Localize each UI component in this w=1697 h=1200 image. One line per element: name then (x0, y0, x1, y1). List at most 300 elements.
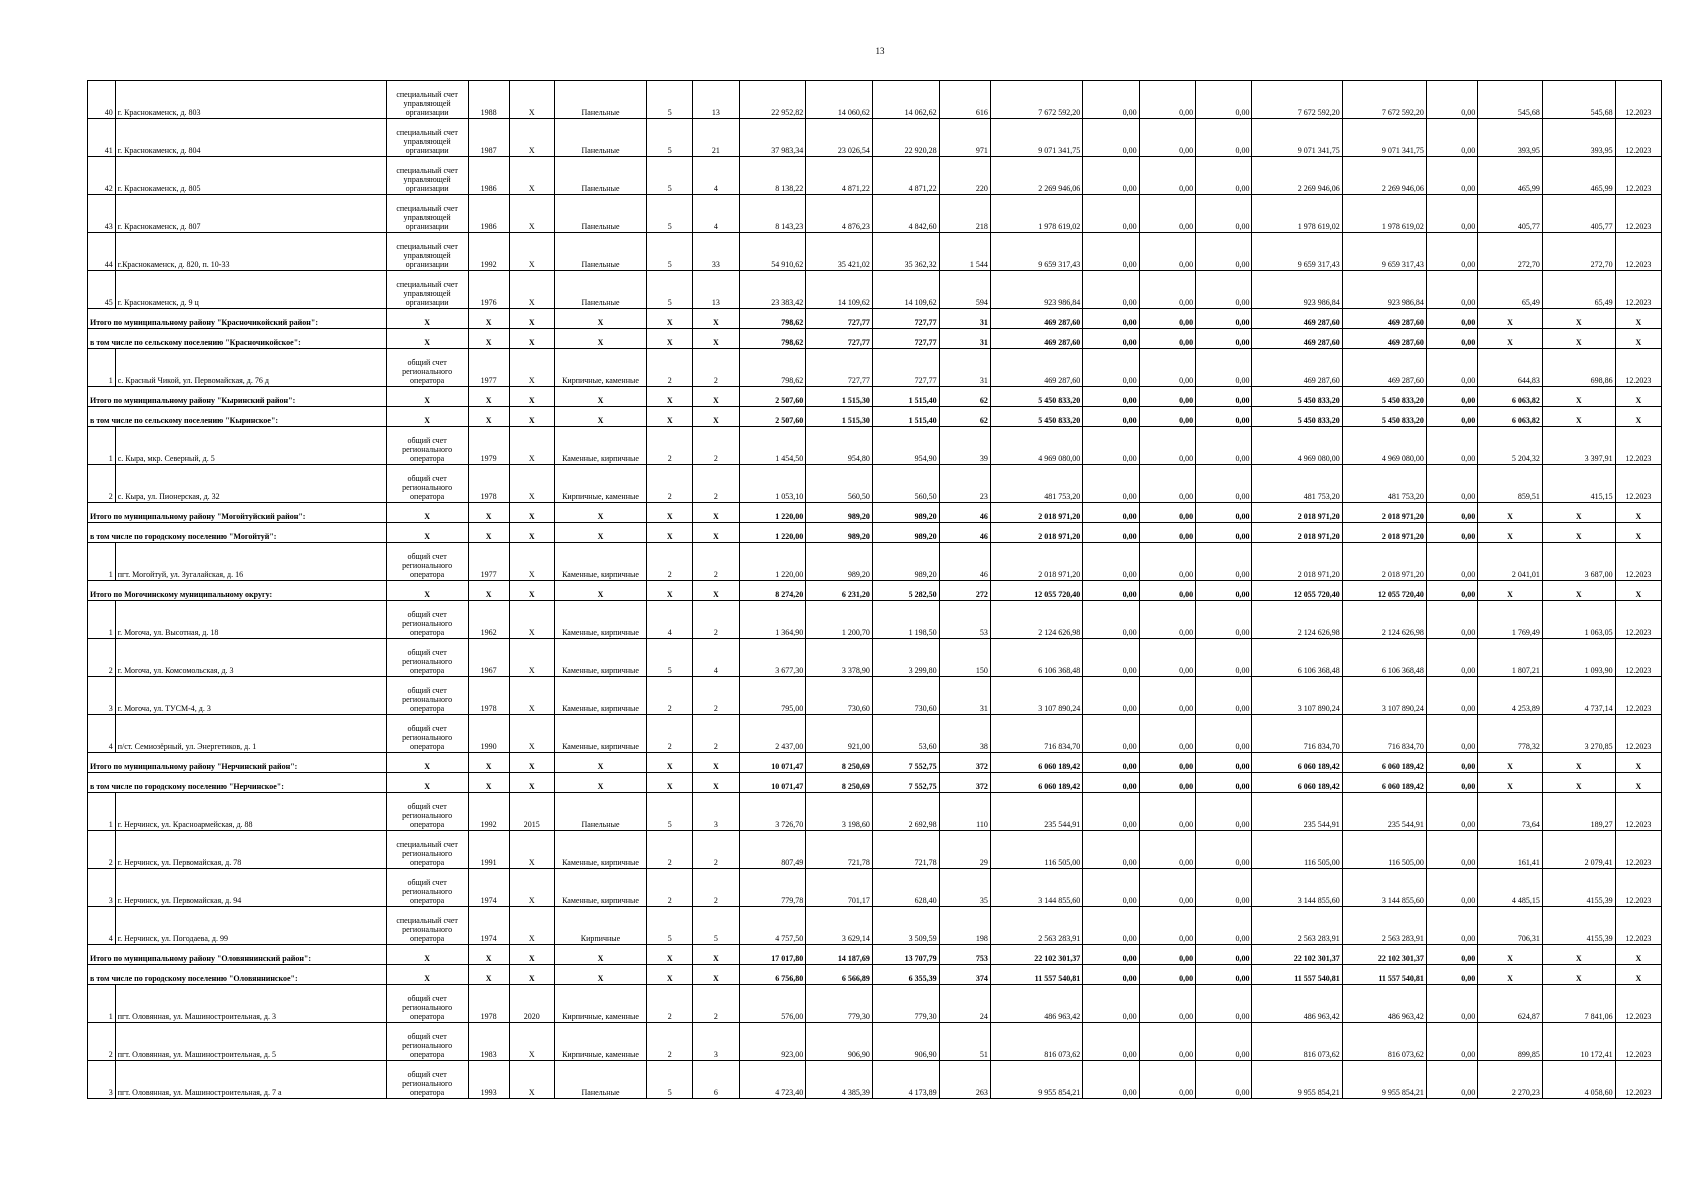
table-cell: 198 (939, 907, 990, 945)
table-cell: 727,77 (806, 349, 873, 387)
table-cell: 3 726,70 (739, 793, 806, 831)
table-cell: 11 557 540,81 (990, 965, 1082, 985)
table-cell: 1 198,50 (872, 601, 939, 639)
table-cell: пгт. Оловянная, ул. Машиностроительная, д. 5 (115, 1023, 386, 1061)
table-cell: 218 (939, 195, 990, 233)
table-cell: X (1615, 753, 1661, 773)
table-cell: 753 (939, 945, 990, 965)
table-cell: 0,00 (1196, 329, 1252, 349)
table-cell: 9 659 317,43 (1252, 233, 1342, 271)
table-cell: 0,00 (1139, 523, 1195, 543)
table-cell: 2 269 946,06 (1342, 157, 1426, 195)
table-cell: 469 287,60 (1342, 349, 1426, 387)
table-cell: 14 187,69 (806, 945, 873, 965)
table-cell: 12.2023 (1615, 907, 1661, 945)
table-cell: 0,00 (1196, 869, 1252, 907)
table-cell: 0,00 (1196, 309, 1252, 329)
table-cell: г. Могоча, ул. Комсомольская, д. 3 (115, 639, 386, 677)
table-cell: 0,00 (1139, 831, 1195, 869)
table-cell: 1983 (468, 1023, 509, 1061)
table-cell: 53,60 (872, 715, 939, 753)
table-cell: 0,00 (1083, 309, 1139, 329)
table-cell: 465,99 (1542, 157, 1615, 195)
table-cell: общий счет регионального оператора (386, 465, 468, 503)
table-cell: 4 485,15 (1478, 869, 1543, 907)
table-cell: 0,00 (1139, 427, 1195, 465)
table-cell: 46 (939, 523, 990, 543)
table-cell: 4 253,89 (1478, 677, 1543, 715)
table-cell: 0,00 (1139, 793, 1195, 831)
table-cell: 0,00 (1083, 945, 1139, 965)
table-cell: 0,00 (1083, 639, 1139, 677)
table-cell: 65,49 (1542, 271, 1615, 309)
table-cell: X (509, 427, 554, 465)
table-cell: 2 (88, 639, 116, 677)
table-cell: г. Нерчинск, ул. Первомайская, д. 78 (115, 831, 386, 869)
table-cell: г. Краснокаменск, д. 803 (115, 81, 386, 119)
table-cell: 6 063,82 (1478, 407, 1543, 427)
table-cell: 0,00 (1426, 869, 1477, 907)
table-cell: X (509, 309, 554, 329)
table-cell: 22 102 301,37 (1342, 945, 1426, 965)
table-cell: 7 552,75 (872, 773, 939, 793)
table-row (88, 233, 1662, 271)
table-cell: X (386, 407, 468, 427)
table-cell: 372 (939, 773, 990, 793)
table-cell: 2015 (509, 793, 554, 831)
table-cell: 9 955 854,21 (1342, 1061, 1426, 1099)
table-row (88, 1023, 1662, 1061)
table-cell: X (693, 523, 739, 543)
table-cell: 0,00 (1139, 349, 1195, 387)
table-cell: X (554, 581, 646, 601)
summary-row (88, 965, 1662, 985)
table-cell: 0,00 (1139, 715, 1195, 753)
table-cell: 0,00 (1083, 869, 1139, 907)
summary-row (88, 773, 1662, 793)
table-cell: 1 978 619,02 (1342, 195, 1426, 233)
table-cell: 0,00 (1139, 195, 1195, 233)
table-cell: 35 (939, 869, 990, 907)
table-cell: 0,00 (1139, 81, 1195, 119)
table-cell: 9 071 341,75 (1252, 119, 1342, 157)
table-cell: специальный счет управляющей организации (386, 81, 468, 119)
table-cell: 2 (88, 465, 116, 503)
table-cell: специальный счет управляющей организации (386, 157, 468, 195)
table-cell: 469 287,60 (990, 309, 1082, 329)
table-cell: 594 (939, 271, 990, 309)
table-cell: 12.2023 (1615, 157, 1661, 195)
table-cell: 31 (939, 309, 990, 329)
table-cell: 989,20 (872, 523, 939, 543)
table-cell: общий счет регионального оператора (386, 677, 468, 715)
table-cell: X (509, 581, 554, 601)
table-cell: 906,90 (806, 1023, 873, 1061)
table-cell: 2 124 626,98 (990, 601, 1082, 639)
table-cell: X (386, 523, 468, 543)
table-cell: X (509, 869, 554, 907)
table-cell: X (1542, 945, 1615, 965)
table-cell: 1 364,90 (739, 601, 806, 639)
table-cell: X (1478, 523, 1543, 543)
table-cell: г. Могоча, ул. Высотная, д. 18 (115, 601, 386, 639)
table-cell: 2 (693, 869, 739, 907)
table-cell: 0,00 (1083, 715, 1139, 753)
table-cell: X (647, 773, 693, 793)
table-cell: 560,50 (872, 465, 939, 503)
table-cell: X (1615, 503, 1661, 523)
summary-label: Итого по Могочинскому муниципальному округу: (88, 581, 387, 601)
table-cell: 9 955 854,21 (990, 1061, 1082, 1099)
table-cell: 0,00 (1196, 907, 1252, 945)
table-cell: 0,00 (1196, 715, 1252, 753)
table-cell: Кирпичные, каменные (554, 1023, 646, 1061)
table-cell: 73,64 (1478, 793, 1543, 831)
table-cell: 0,00 (1139, 907, 1195, 945)
table-cell: 3 144 855,60 (1342, 869, 1426, 907)
table-cell: 0,00 (1426, 907, 1477, 945)
table-cell: 0,00 (1083, 157, 1139, 195)
table-cell: X (1478, 329, 1543, 349)
table-cell: 0,00 (1083, 907, 1139, 945)
table-cell: X (554, 407, 646, 427)
table-cell: 486 963,42 (990, 985, 1082, 1023)
table-cell: общий счет регионального оператора (386, 715, 468, 753)
table-cell: 6 566,89 (806, 965, 873, 985)
table-cell: 6 756,80 (739, 965, 806, 985)
table-cell: 469 287,60 (1342, 329, 1426, 349)
table-cell: 5 450 833,20 (990, 387, 1082, 407)
table-cell: 2 563 283,91 (990, 907, 1082, 945)
table-row (88, 349, 1662, 387)
table-cell: 44 (88, 233, 116, 271)
table-cell: 12 055 720,40 (990, 581, 1082, 601)
summary-label: Итого по муниципальному району "Нерчинский район": (88, 753, 387, 773)
table-cell: 6 060 189,42 (1342, 753, 1426, 773)
table-cell: 0,00 (1426, 233, 1477, 271)
table-cell: X (1478, 309, 1543, 329)
table-cell: 235 544,91 (990, 793, 1082, 831)
table-cell: общий счет регионального оператора (386, 427, 468, 465)
table-cell: X (1542, 503, 1615, 523)
table-cell: 8 138,22 (739, 157, 806, 195)
table-cell: 1978 (468, 465, 509, 503)
table-cell: 12.2023 (1615, 869, 1661, 907)
table-cell: X (1478, 503, 1543, 523)
table-cell: 37 983,34 (739, 119, 806, 157)
housing-repair-table (87, 80, 1662, 1099)
table-cell: X (509, 945, 554, 965)
table-cell: 989,20 (806, 543, 873, 581)
table-cell: X (468, 309, 509, 329)
table-cell: 4 (88, 715, 116, 753)
table-cell: с. Красный Чикой, ул. Первомайская, д. 76 д (115, 349, 386, 387)
table-cell: 0,00 (1196, 81, 1252, 119)
table-cell: 0,00 (1196, 581, 1252, 601)
table-cell: 23 026,54 (806, 119, 873, 157)
table-cell: 0,00 (1083, 965, 1139, 985)
table-cell: 0,00 (1196, 753, 1252, 773)
table-cell: 0,00 (1139, 1023, 1195, 1061)
table-cell: 29 (939, 831, 990, 869)
table-cell: 0,00 (1196, 349, 1252, 387)
table-cell: 2 507,60 (739, 407, 806, 427)
table-cell: 816 073,62 (990, 1023, 1082, 1061)
table-cell: 0,00 (1139, 407, 1195, 427)
table-cell: 2 (693, 465, 739, 503)
table-cell: 372 (939, 753, 990, 773)
table-cell: 40 (88, 81, 116, 119)
table-cell: Каменные, кирпичные (554, 715, 646, 753)
table-cell: X (509, 907, 554, 945)
table-cell: 779,30 (872, 985, 939, 1023)
table-cell: X (1615, 945, 1661, 965)
table-cell: 2 (647, 543, 693, 581)
table-cell: 3 397,91 (1542, 427, 1615, 465)
table-cell: 0,00 (1426, 503, 1477, 523)
table-cell: X (1542, 523, 1615, 543)
table-cell: X (509, 523, 554, 543)
table-cell: Каменные, кирпичные (554, 427, 646, 465)
table-cell: X (509, 1061, 554, 1099)
table-cell: 1 (88, 985, 116, 1023)
table-cell: 235 544,91 (1252, 793, 1342, 831)
table-row (88, 715, 1662, 753)
table-cell: 0,00 (1426, 715, 1477, 753)
table-cell: X (509, 677, 554, 715)
table-cell: 6 060 189,42 (990, 773, 1082, 793)
table-cell: 954,90 (872, 427, 939, 465)
table-cell: X (509, 349, 554, 387)
table-cell: X (386, 965, 468, 985)
table-cell: 6 060 189,42 (1342, 773, 1426, 793)
table-cell: 3 144 855,60 (1252, 869, 1342, 907)
table-cell: 0,00 (1083, 773, 1139, 793)
table-cell: 2 018 971,20 (1252, 543, 1342, 581)
table-cell: 0,00 (1083, 543, 1139, 581)
table-cell: 2 018 971,20 (990, 503, 1082, 523)
table-cell: 0,00 (1196, 1023, 1252, 1061)
table-cell: 1 515,30 (806, 407, 873, 427)
table-cell: пгт. Могойтуй, ул. Зугалайская, д. 16 (115, 543, 386, 581)
table-cell: X (1478, 753, 1543, 773)
table-cell: общий счет регионального оператора (386, 639, 468, 677)
table-cell: 0,00 (1083, 831, 1139, 869)
table-cell: 393,95 (1478, 119, 1543, 157)
table-cell: 110 (939, 793, 990, 831)
table-cell: 1 200,70 (806, 601, 873, 639)
table-cell: 31 (939, 677, 990, 715)
table-cell: 189,27 (1542, 793, 1615, 831)
table-cell: 2 (647, 427, 693, 465)
table-cell: 0,00 (1196, 427, 1252, 465)
table-cell: 12 055 720,40 (1252, 581, 1342, 601)
table-cell: 11 557 540,81 (1342, 965, 1426, 985)
table-cell: 2 (647, 869, 693, 907)
table-cell: X (509, 157, 554, 195)
table-cell: 12.2023 (1615, 195, 1661, 233)
table-cell: 616 (939, 81, 990, 119)
table-cell: 795,00 (739, 677, 806, 715)
table-cell: 150 (939, 639, 990, 677)
table-cell: Каменные, кирпичные (554, 543, 646, 581)
table-cell: X (1615, 329, 1661, 349)
table-cell: 0,00 (1196, 985, 1252, 1023)
table-cell: 14 062,62 (872, 81, 939, 119)
table-cell: X (509, 773, 554, 793)
table-cell: 12.2023 (1615, 793, 1661, 831)
table-cell: общий счет регионального оператора (386, 543, 468, 581)
table-cell: 0,00 (1083, 677, 1139, 715)
table-cell: 161,41 (1478, 831, 1543, 869)
table-cell: 989,20 (806, 523, 873, 543)
table-cell: 5 (693, 907, 739, 945)
table-cell: 4 871,22 (872, 157, 939, 195)
table-cell: 1 220,00 (739, 543, 806, 581)
table-cell: 0,00 (1083, 427, 1139, 465)
table-cell: X (647, 309, 693, 329)
summary-row (88, 407, 1662, 427)
table-cell: 0,00 (1196, 945, 1252, 965)
table-cell: 0,00 (1083, 81, 1139, 119)
table-cell: 701,17 (806, 869, 873, 907)
table-cell: X (509, 1023, 554, 1061)
table-cell: специальный счет управляющей организации (386, 119, 468, 157)
table-cell: специальный счет управляющей организации (386, 233, 468, 271)
table-cell: 2 018 971,20 (1342, 503, 1426, 523)
table-cell: 2 (693, 349, 739, 387)
table-cell: 5 (647, 793, 693, 831)
summary-row (88, 945, 1662, 965)
table-cell: 9 071 341,75 (1342, 119, 1426, 157)
table-cell: 0,00 (1083, 271, 1139, 309)
table-cell: Панельные (554, 119, 646, 157)
table-cell: 220 (939, 157, 990, 195)
table-cell: 716 834,70 (990, 715, 1082, 753)
table-cell: 10 071,47 (739, 773, 806, 793)
table-cell: X (1478, 965, 1543, 985)
table-cell: X (554, 387, 646, 407)
table-cell: общий счет регионального оператора (386, 869, 468, 907)
table-cell: 0,00 (1196, 271, 1252, 309)
table-cell: 2 (693, 985, 739, 1023)
table-cell: 469 287,60 (990, 349, 1082, 387)
table-cell: 374 (939, 965, 990, 985)
table-cell: X (386, 309, 468, 329)
table-row (88, 677, 1662, 715)
table-cell: 4 (693, 195, 739, 233)
table-cell: 1 (88, 793, 116, 831)
table-cell: 721,78 (806, 831, 873, 869)
table-cell: 2 (647, 715, 693, 753)
table-cell: г. Краснокаменск, д. 807 (115, 195, 386, 233)
table-cell: 0,00 (1196, 831, 1252, 869)
table-cell: 0,00 (1426, 523, 1477, 543)
table-cell: X (386, 329, 468, 349)
table-cell: X (647, 523, 693, 543)
table-cell: 469 287,60 (1252, 309, 1342, 329)
table-cell: 716 834,70 (1342, 715, 1426, 753)
table-cell: 3 107 890,24 (990, 677, 1082, 715)
table-cell: 2 270,23 (1478, 1061, 1543, 1099)
table-cell: 46 (939, 503, 990, 523)
table-cell: 6 (693, 1061, 739, 1099)
table-cell: 778,32 (1478, 715, 1543, 753)
table-cell: 0,00 (1426, 387, 1477, 407)
table-cell: Панельные (554, 271, 646, 309)
table-cell: 0,00 (1426, 677, 1477, 715)
table-cell: Каменные, кирпичные (554, 677, 646, 715)
table-cell: X (509, 753, 554, 773)
table-cell: 51 (939, 1023, 990, 1061)
table-cell: специальный счет управляющей организации (386, 195, 468, 233)
table-cell: 12.2023 (1615, 601, 1661, 639)
summary-label: в том числе по городскому поселению "Нерчинское": (88, 773, 387, 793)
table-cell: 2 692,98 (872, 793, 939, 831)
table-cell: 954,80 (806, 427, 873, 465)
table-row (88, 831, 1662, 869)
table-cell: 1 978 619,02 (1252, 195, 1342, 233)
table-cell: 923 986,84 (1342, 271, 1426, 309)
table-cell: общий счет регионального оператора (386, 1023, 468, 1061)
table-cell: 5 (647, 1061, 693, 1099)
table-cell: 3 (88, 869, 116, 907)
table-cell: 1993 (468, 1061, 509, 1099)
table-cell: X (554, 753, 646, 773)
table-cell: 12.2023 (1615, 1023, 1661, 1061)
table-cell: X (1542, 753, 1615, 773)
table-cell: 0,00 (1196, 387, 1252, 407)
table-cell: 0,00 (1083, 329, 1139, 349)
table-cell: 0,00 (1426, 985, 1477, 1023)
table-cell: 0,00 (1139, 945, 1195, 965)
table-row (88, 157, 1662, 195)
table-row (88, 869, 1662, 907)
table-cell: X (468, 523, 509, 543)
table-cell: 706,31 (1478, 907, 1543, 945)
table-cell: 6 355,39 (872, 965, 939, 985)
table-cell: 65,49 (1478, 271, 1543, 309)
table-cell: 1974 (468, 869, 509, 907)
table-cell: 9 071 341,75 (990, 119, 1082, 157)
table-cell: 0,00 (1426, 349, 1477, 387)
table-cell: X (693, 309, 739, 329)
table-body (88, 81, 1662, 1099)
table-cell: 393,95 (1542, 119, 1615, 157)
table-cell: 5 (647, 157, 693, 195)
table-cell: 1 053,10 (739, 465, 806, 503)
table-cell: 12.2023 (1615, 427, 1661, 465)
table-cell: 0,00 (1083, 601, 1139, 639)
table-cell: 698,86 (1542, 349, 1615, 387)
table-cell: Каменные, кирпичные (554, 869, 646, 907)
table-cell: 3 (88, 1061, 116, 1099)
table-cell: X (693, 407, 739, 427)
table-cell: X (693, 503, 739, 523)
table-cell: Панельные (554, 233, 646, 271)
table-cell: 0,00 (1083, 349, 1139, 387)
table-cell: X (386, 945, 468, 965)
table-cell: 13 (693, 271, 739, 309)
table-cell: 2 018 971,20 (990, 543, 1082, 581)
table-cell: X (509, 503, 554, 523)
table-row (88, 601, 1662, 639)
table-cell: X (1615, 965, 1661, 985)
table-cell: 0,00 (1083, 503, 1139, 523)
table-cell: 0,00 (1196, 677, 1252, 715)
table-cell: 4 969 080,00 (1252, 427, 1342, 465)
table-cell: 10 071,47 (739, 753, 806, 773)
